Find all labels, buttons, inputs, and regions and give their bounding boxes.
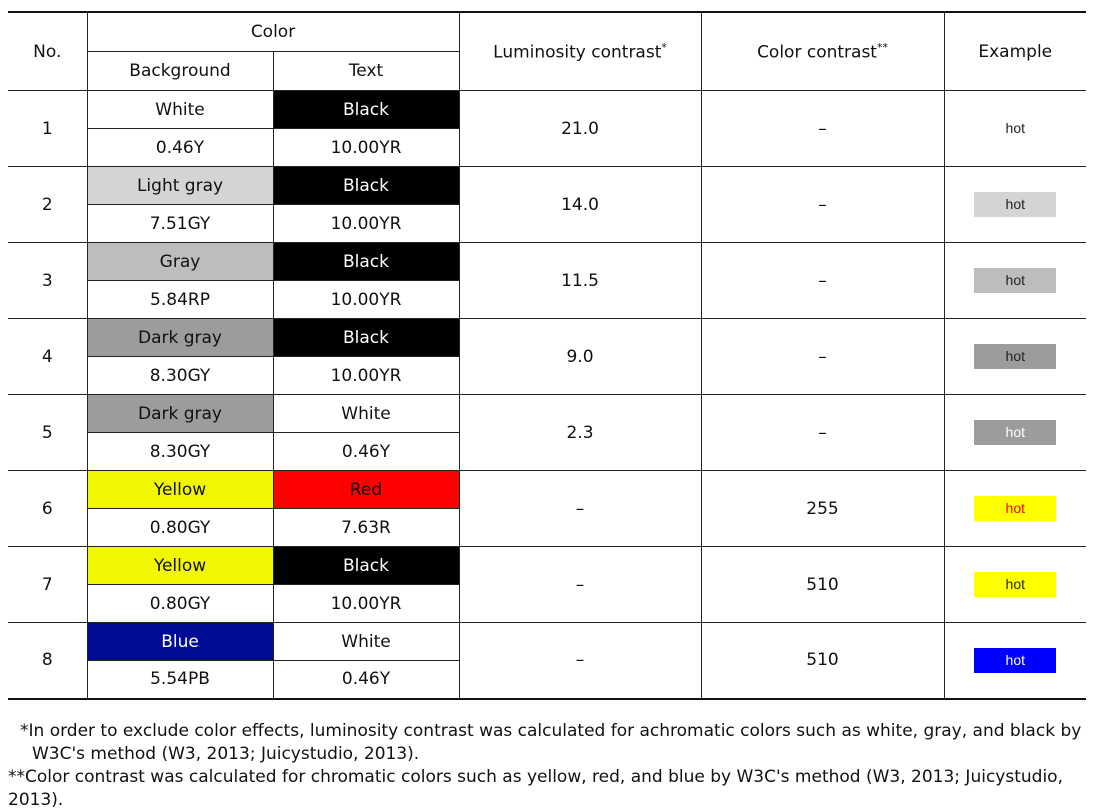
text-name-cell: Black — [273, 167, 459, 205]
color-contrast-value: 510 — [701, 623, 944, 699]
example-cell — [944, 395, 1086, 471]
footnote-luminosity — [8, 720, 1093, 766]
table-row — [8, 395, 1086, 433]
text-code-cell: 10.00YR — [273, 357, 459, 395]
color-contrast-value: 510 — [701, 547, 944, 623]
background-code-cell: 0.46Y — [87, 129, 273, 167]
background-code-cell: 7.51GY — [87, 205, 273, 243]
background-name-cell: Yellow — [87, 471, 273, 509]
text-name-cell: Black — [273, 243, 459, 281]
color-contrast-value: – — [701, 243, 944, 319]
example-cell — [944, 319, 1086, 395]
header-example: Example — [944, 12, 1086, 91]
background-name-cell: White — [87, 91, 273, 129]
header-color-contrast-footnote-mark: ** — [876, 40, 888, 54]
luminosity-contrast-value: 11.5 — [459, 243, 701, 319]
row-no: 8 — [8, 623, 87, 699]
example-swatch: hot — [974, 344, 1056, 369]
example-swatch: hot — [974, 572, 1056, 597]
background-code-cell: 0.80GY — [87, 509, 273, 547]
color-contrast-value: – — [701, 319, 944, 395]
example-swatch: hot — [974, 116, 1056, 141]
text-code-cell: 7.63R — [273, 509, 459, 547]
row-no: 7 — [8, 547, 87, 623]
table-row — [8, 471, 1086, 509]
example-cell — [944, 547, 1086, 623]
example-swatch: hot — [974, 268, 1056, 293]
background-code-cell: 5.54PB — [87, 661, 273, 699]
header-background: Background — [87, 52, 273, 91]
color-contrast-table — [8, 11, 1086, 700]
text-code-cell: 10.00YR — [273, 281, 459, 319]
background-name-cell: Gray — [87, 243, 273, 281]
text-code-cell: 10.00YR — [273, 205, 459, 243]
color-contrast-value: – — [701, 395, 944, 471]
example-swatch: hot — [974, 496, 1056, 521]
header-luminosity-footnote-mark: * — [661, 40, 667, 54]
color-contrast-value: – — [701, 91, 944, 167]
row-no: 2 — [8, 167, 87, 243]
text-code-cell: 0.46Y — [273, 661, 459, 699]
header-color-contrast — [701, 12, 944, 91]
row-no: 1 — [8, 91, 87, 167]
example-swatch: hot — [974, 648, 1056, 673]
text-code-cell: 10.00YR — [273, 585, 459, 623]
luminosity-contrast-value: 9.0 — [459, 319, 701, 395]
text-name-cell: Black — [273, 547, 459, 585]
luminosity-contrast-value: – — [459, 623, 701, 699]
header-luminosity-contrast — [459, 12, 701, 91]
example-swatch: hot — [974, 192, 1056, 217]
example-cell — [944, 623, 1086, 699]
footnote-luminosity-line1: *In order to exclude color effects, luminosity contrast was calculated for achromatic colors such as white, gray, and black by — [20, 721, 1082, 741]
footnote-color-contrast: **Color contrast was calculated for chromatic colors such as yellow, red, and blue by W3C's method (W3, 2013; Juicystudio, 2013). — [8, 767, 1063, 810]
example-cell — [944, 243, 1086, 319]
header-color: Color — [87, 12, 459, 52]
footnote-luminosity-line2: W3C's method (W3, 2013; Juicystudio, 2013). — [32, 744, 420, 764]
text-name-cell: Black — [273, 319, 459, 357]
background-name-cell: Light gray — [87, 167, 273, 205]
footnotes — [8, 720, 1093, 812]
background-code-cell: 8.30GY — [87, 357, 273, 395]
table-row — [8, 623, 1086, 661]
row-no: 3 — [8, 243, 87, 319]
luminosity-contrast-value: – — [459, 471, 701, 547]
example-cell — [944, 167, 1086, 243]
data-table — [8, 11, 1086, 700]
luminosity-contrast-value: 14.0 — [459, 167, 701, 243]
text-code-cell: 10.00YR — [273, 129, 459, 167]
background-name-cell: Dark gray — [87, 395, 273, 433]
example-swatch: hot — [974, 420, 1056, 445]
example-cell — [944, 91, 1086, 167]
text-code-cell: 0.46Y — [273, 433, 459, 471]
header-no: No. — [8, 12, 87, 91]
row-no: 5 — [8, 395, 87, 471]
background-code-cell: 5.84RP — [87, 281, 273, 319]
luminosity-contrast-value: 2.3 — [459, 395, 701, 471]
table-row — [8, 91, 1086, 129]
header-text: Text — [273, 52, 459, 91]
table-row — [8, 243, 1086, 281]
background-name-cell: Dark gray — [87, 319, 273, 357]
example-cell — [944, 471, 1086, 547]
text-name-cell: Red — [273, 471, 459, 509]
text-name-cell: White — [273, 395, 459, 433]
luminosity-contrast-value: 21.0 — [459, 91, 701, 167]
luminosity-contrast-value: – — [459, 547, 701, 623]
text-name-cell: White — [273, 623, 459, 661]
text-name-cell: Black — [273, 91, 459, 129]
color-contrast-value: – — [701, 167, 944, 243]
table-row — [8, 319, 1086, 357]
row-no: 4 — [8, 319, 87, 395]
row-no: 6 — [8, 471, 87, 547]
background-name-cell: Yellow — [87, 547, 273, 585]
background-name-cell: Blue — [87, 623, 273, 661]
table-row — [8, 167, 1086, 205]
header-luminosity-label: Luminosity contrast — [493, 42, 662, 63]
color-contrast-value: 255 — [701, 471, 944, 547]
background-code-cell: 8.30GY — [87, 433, 273, 471]
background-code-cell: 0.80GY — [87, 585, 273, 623]
header-color-contrast-label: Color contrast — [757, 42, 877, 63]
table-row — [8, 547, 1086, 585]
